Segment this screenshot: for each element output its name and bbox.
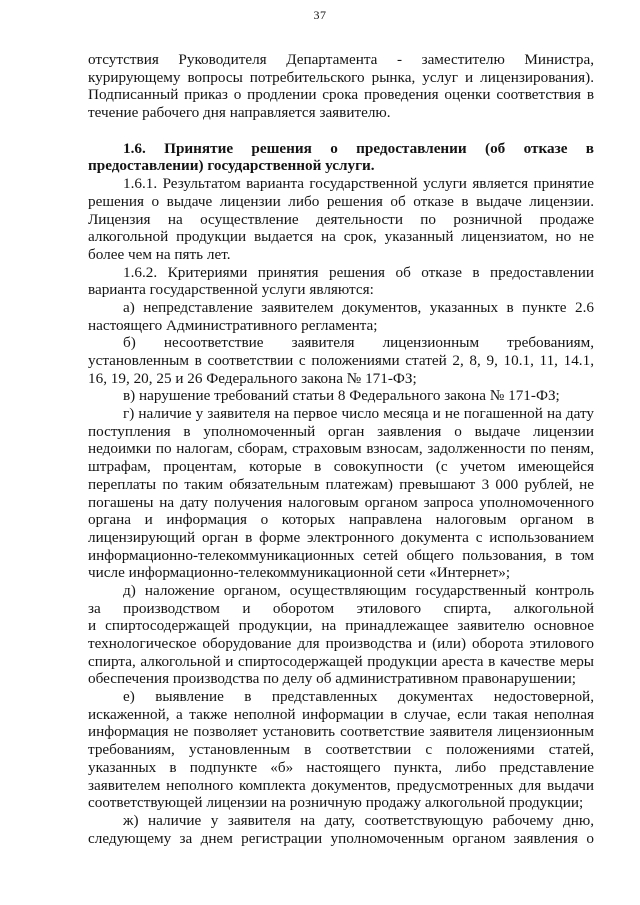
text-line: поступления в уполномоченный орган заявления о выдаче лицензии xyxy=(88,422,594,440)
text-line: и спиртосодержащей продукции, на принадлежащее заявителю основное xyxy=(88,617,594,635)
text-line: настоящего Административного регламента; xyxy=(88,316,378,334)
text-line: установленным в соответствии с положениями статей 2, 8, 9, 10.1, 11, 14.1, xyxy=(88,352,594,369)
text-line: числе информационно-телекоммуникационной сети «Интернет»; xyxy=(88,564,511,582)
text-line: 1.6. Принятие решения о предоставлении (об отказе в xyxy=(123,139,594,157)
paragraph-item-d xyxy=(88,582,594,688)
text-line: переплаты по таким обязательным платежам) превышают 3 000 рублей, не xyxy=(88,475,594,493)
text-line: а) непредставление заявителем документов, указанных в пункте 2.6 xyxy=(123,298,594,316)
paragraph-item-a xyxy=(88,299,594,334)
text-line: информационно-телекоммуникационных сетей общего пользования, в том xyxy=(88,546,594,564)
paragraph-item-v xyxy=(88,387,594,405)
text-line: соответствующей лицензии на розничную продажу алкогольной продукции; xyxy=(88,794,584,812)
paragraph-gap xyxy=(88,122,594,140)
paragraph-item-e xyxy=(88,688,594,812)
text-line: требованиям, установленным в соответствии с положениями статей, xyxy=(88,741,594,759)
page-number: 37 xyxy=(313,8,327,22)
text-line: ж) наличие у заявителя на дату, соответствующую рабочему дню, xyxy=(123,811,594,829)
paragraph-p-1-6-1 xyxy=(88,175,594,263)
paragraph-item-g xyxy=(88,405,594,582)
text-line: алкогольной продукции выдается на срок, указанный лицензиатом, но не xyxy=(88,228,594,246)
text-line: варианта государственной услуги являются: xyxy=(88,281,374,299)
text-line: е) выявление в представленных документах недостоверной, xyxy=(123,688,594,706)
text-line: искаженной, а также неполной информации в случае, если такая неполная xyxy=(88,705,594,723)
text-line: погашены на дату получения налоговым органом запроса уполномоченного xyxy=(88,493,594,511)
text-line: органа и информация о которых направлена налоговым органом в xyxy=(88,511,594,529)
text-line: течение рабочего дня направляется заявителю. xyxy=(88,104,391,122)
text-line: г) наличие у заявителя на первое число месяца и не погашенной на дату xyxy=(123,405,594,423)
text-line: курирующему вопросы потребительского рынка, услуг и лицензирования). xyxy=(88,68,594,86)
text-line: за производством и оборотом этилового спирта, алкогольной xyxy=(88,599,594,617)
text-line: штрафам, процентам, которые в совокупности (с учетом имеющейся xyxy=(88,458,594,476)
text-line: спирта, алкогольной и спиртосодержащей продукции ареста в качестве меры xyxy=(88,652,594,670)
text-line: указанных в подпункте «б» настоящего пункта, либо представление xyxy=(88,758,594,776)
paragraph-intro xyxy=(88,51,594,122)
text-line: заявителем неполного комплекта документов, предусмотренных для выдачи xyxy=(88,776,594,794)
text-line: в) нарушение требований статьи 8 Федерального закона № 171-ФЗ; xyxy=(123,387,560,405)
text-line: 1.6.1. Результатом варианта государственной услуги является принятие xyxy=(123,175,594,193)
text-line: технологическое оборудование для производства и (или) оборота этилового xyxy=(88,635,594,652)
text-line: более чем на пять лет. xyxy=(88,245,231,263)
text-line: 16, 19, 20, 25 и 26 Федерального закона № 171-ФЗ; xyxy=(88,369,417,387)
text-line: д) наложение органом, осуществляющим государственный контроль xyxy=(123,581,594,599)
paragraph-item-zh xyxy=(88,812,594,847)
text-line: отсутствия Руководителя Департамента - заместителю Министра, xyxy=(88,51,594,68)
text-line: недоимки по налогам, сборам, страховым взносам, задолженности по пеням, xyxy=(88,440,594,458)
section-heading xyxy=(88,140,594,175)
text-line: Лицензия на осуществление деятельности по розничной продаже xyxy=(88,210,594,228)
text-line: 1.6.2. Критериями принятия решения об отказе в предоставлении xyxy=(123,263,594,281)
paragraph-p-1-6-2 xyxy=(88,264,594,299)
text-line: решения о выдаче лицензии либо решения об отказе в выдаче лицензии. xyxy=(88,192,594,210)
text-line: информация не позволяет установить соответствие заявителя лицензионным xyxy=(88,723,594,741)
text-line: лицензирующий орган в форме электронного документа с использованием xyxy=(88,528,594,546)
text-line: обеспечения производства по делу об административном правонарушении; xyxy=(88,670,577,688)
text-line: Подписанный приказ о продлении срока проведения оценки соответствия в xyxy=(88,86,594,104)
text-line: б) несоответствие заявителя лицензионным требованиям, xyxy=(123,334,594,352)
text-line: следующему за днем регистрации уполномоченным органом заявления о xyxy=(88,829,594,847)
paragraph-item-b xyxy=(88,334,594,387)
text-line: предоставлении) государственной услуги. xyxy=(88,157,375,175)
document-body xyxy=(88,51,594,847)
